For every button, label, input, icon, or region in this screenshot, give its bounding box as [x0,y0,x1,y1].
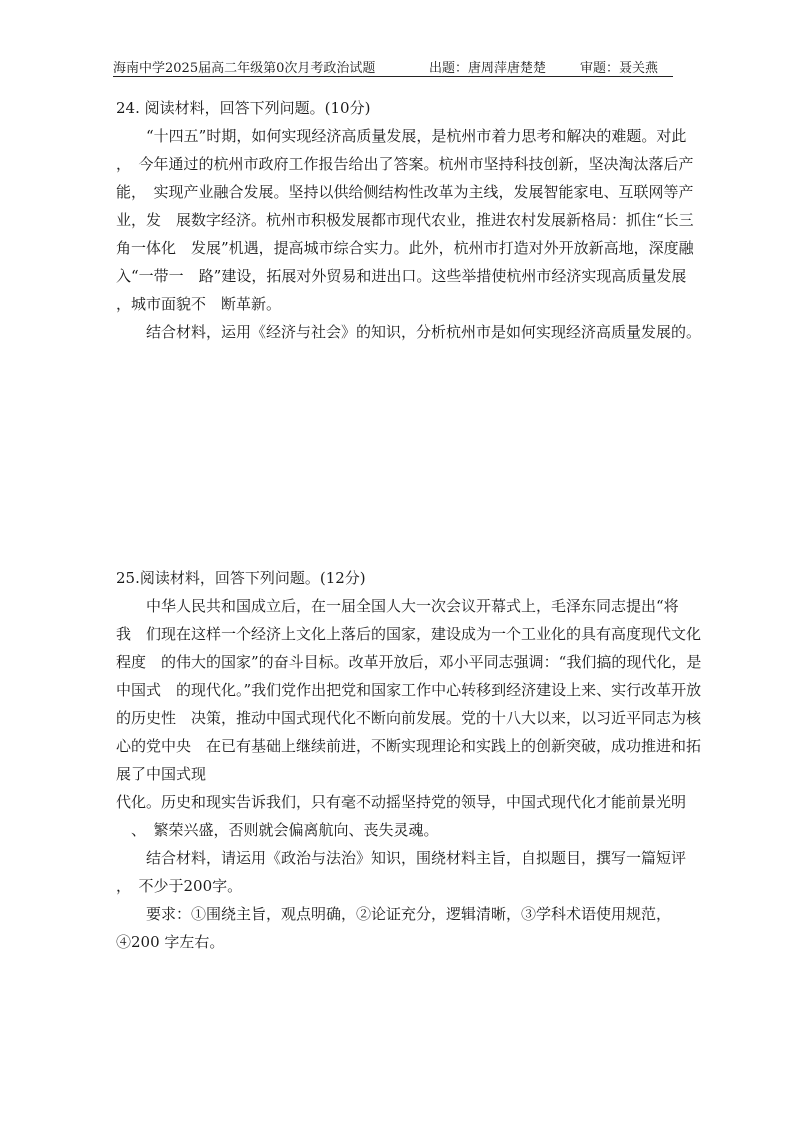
material-line: “十四五”时期，如何实现经济高质量发展，是杭州市着力思考和解决的难题。对此 [116,127,687,145]
material-line: 中国式 的现代化。”我们党作出把党和国家工作中心转移到经济建设上来、实行改革开放 [116,681,702,699]
question-25-title: 25.阅读材料，回答下列问题。(12分) [116,569,366,587]
material-line: 代化。历史和现实告诉我们，只有毫不动摇坚持党的领导，中国式现代化才能前景光明 [116,793,687,811]
question-24 [116,94,702,346]
prompt-line: 结合材料，请运用《政治与法治》知识，围绕材料主旨，自拟题目，撰写一篇短评 [116,849,687,867]
material-line: 、 繁荣兴盛，否则就会偏离航向、丧失灵魂。 [116,821,439,839]
material-line: 能， 实现产业融合发展。坚持以供给侧结构性改革为主线，发展智能家电、互联网等产 [116,183,694,201]
question-25-material [116,592,702,844]
requirement-line: ④200 字左右。 [116,933,225,951]
prompt-line: ， 不少于200字。 [116,877,243,895]
material-line: 业，发 展数字经济。杭州市积极发展都市现代农业，推进农村发展新格局：抓住“长三 [116,211,694,229]
material-line: 我 们现在这样一个经济上文化上落后的国家，建设成为一个工业化的具有高度现代文化 [116,625,702,643]
material-line: ，城市面貌不 断革新。 [116,295,282,313]
material-line: 程度 的伟大的国家”的奋斗目标。改革开放后，邓小平同志强调：“我们搞的现代化，是 [116,653,702,671]
exam-title: 海南中学2025届高二年级第0次月考政治试题 [113,61,376,76]
question-25 [116,564,702,956]
question-25-prompt [116,844,687,900]
question-reviewer: 审题：聂关燕 [580,61,659,76]
material-line: 角一体化 发展”机遇，提高城市综合实力。此外，杭州市打造对外开放新高地，深度融 [116,239,694,257]
page-header [113,56,673,77]
material-line: 展了中国式现 [116,765,207,783]
question-25-requirements [116,900,676,956]
requirement-line: 要求：①围绕主旨，观点明确，②论证充分，逻辑清晰，③学科术语使用规范， [116,905,672,923]
material-line: ， 今年通过的杭州市政府工作报告给出了答案。杭州市坚持科技创新，坚决淘汰落后产 [116,155,694,173]
question-24-material [116,122,694,318]
question-24-title: 24. 阅读材料，回答下列问题。(10分) [116,99,371,117]
question-24-prompt: 结合材料，运用《经济与社会》的知识，分析杭州市是如何实现经济高质量发展的。 [116,323,702,341]
material-line: 中华人民共和国成立后，在一届全国人大一次会议开幕式上，毛泽东同志提出“将 [116,597,679,615]
question-setter: 出题：唐周萍唐楚楚 [429,61,547,76]
material-line: 心的党中央 在已有基础上继续前进，不断实现理论和实践上的创新突破，成功推进和拓 [116,737,702,755]
material-line: 入“一带一 路”建设，拓展对外贸易和进出口。这些举措使杭州市经济实现高质量发展 [116,267,687,285]
material-line: 的历史性 决策，推动中国式现代化不断向前发展。党的十八大以来，以习近平同志为核 [116,709,702,727]
